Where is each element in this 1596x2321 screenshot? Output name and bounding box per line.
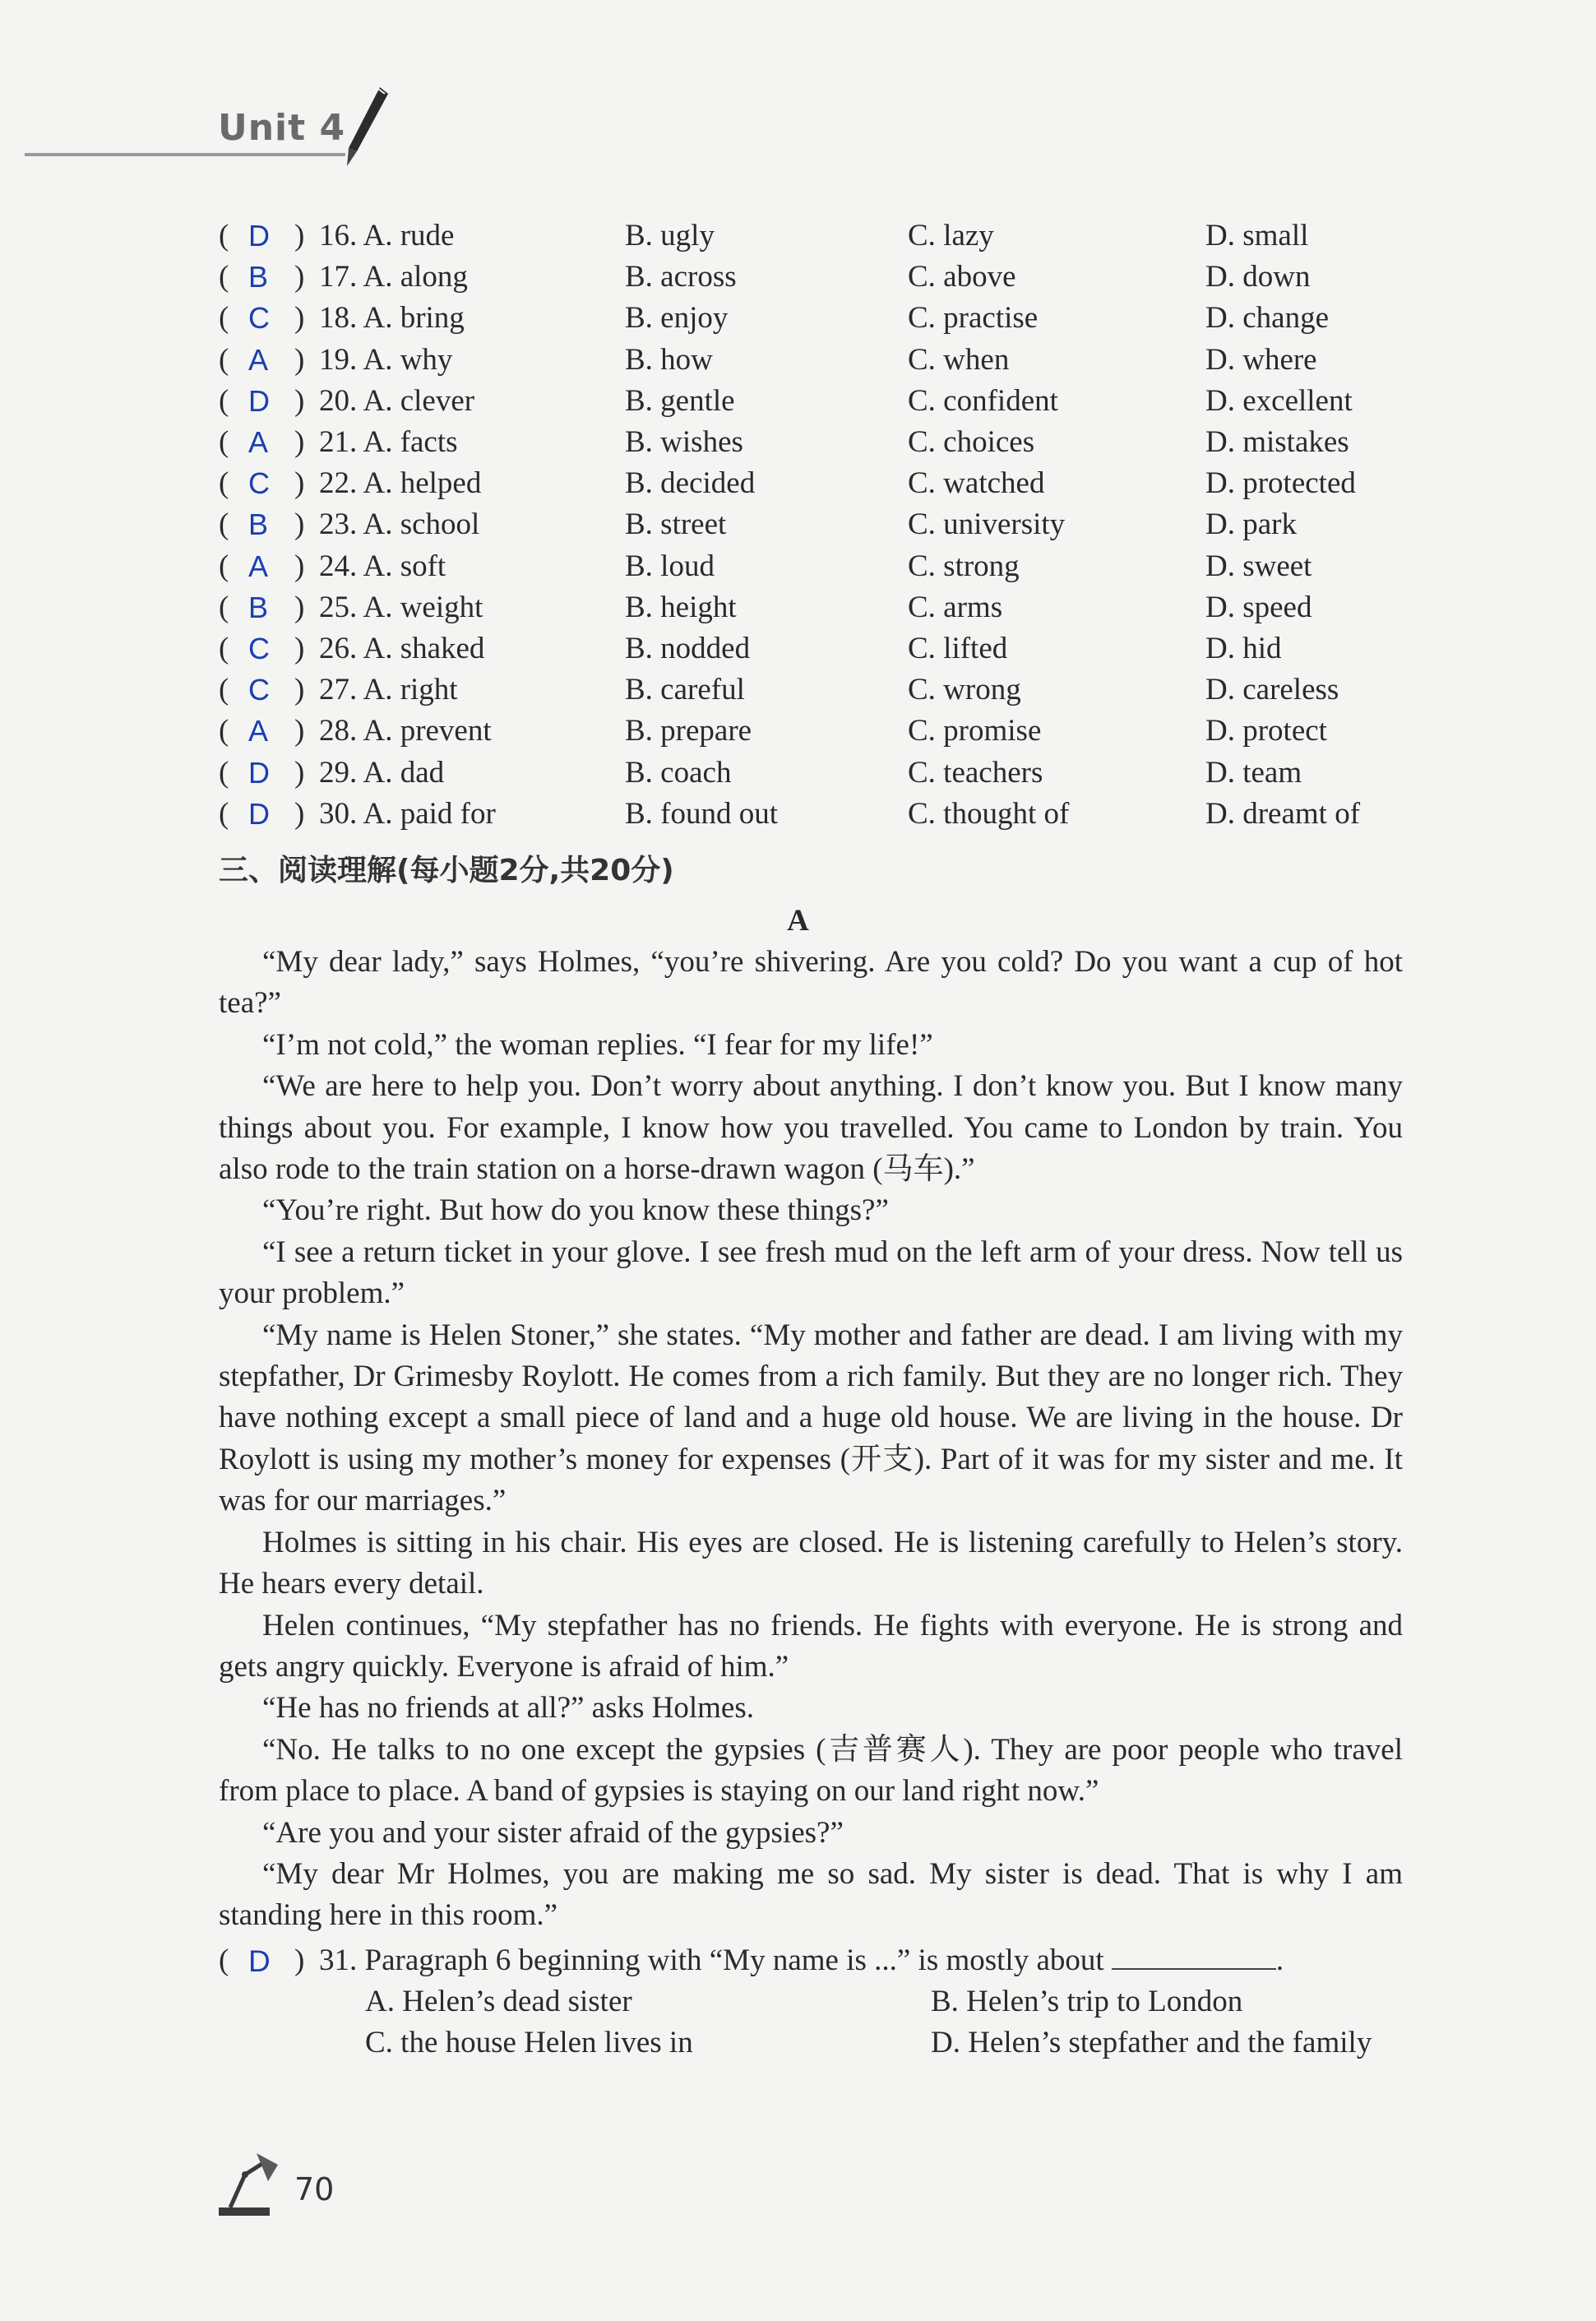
- option-d: D. small: [1205, 219, 1309, 252]
- paren-left: (: [219, 632, 229, 665]
- option-a-text: A. dad: [363, 755, 445, 790]
- option-b: B. found out: [625, 796, 779, 831]
- question-number: 30.: [319, 796, 358, 831]
- answer-letter: A: [248, 714, 269, 748]
- option-b: B. across: [625, 260, 737, 294]
- paren-right: ): [294, 383, 305, 418]
- option-c: C. university: [908, 507, 1066, 542]
- paren-left: (: [219, 260, 229, 294]
- option-c: C. lifted: [908, 632, 1008, 665]
- lamp-icon: [214, 2147, 288, 2221]
- option-b: B. gentle: [625, 383, 735, 418]
- cloze-option-row: [0, 463, 1596, 504]
- option-b: B. coach: [625, 755, 732, 790]
- paren-left: (: [219, 301, 229, 336]
- cloze-option-row: [0, 381, 1596, 422]
- paragraph: “My name is Helen Stoner,” she states. “My mother and father are dead. I am living with my stepfather, Dr Grimesby Roylott. He comes from a rich family. But they are no longer rich. They have nothing except a small piece of land and a huge old house. We are living in the house. Dr Roylott is using my mother’s money for expenses (开支). Part of it was for my sister and me. It was for our marriages.”: [219, 1318, 1403, 1518]
- option-a: [319, 587, 483, 628]
- option-a-text: A. soft: [363, 549, 446, 583]
- question-number: 21.: [319, 425, 358, 459]
- answer-letter: D: [248, 219, 270, 252]
- option-c: C. strong: [908, 549, 1020, 583]
- option-d: D. protected: [1205, 466, 1356, 501]
- cloze-option-row: [0, 587, 1596, 628]
- question-stem-text: 31. Paragraph 6 beginning with “My name is ...” is mostly about: [319, 1943, 1104, 1977]
- answer-letter: C: [248, 301, 270, 336]
- answer-letter: D: [248, 796, 270, 831]
- paren-right: ): [294, 507, 305, 542]
- paren-left: (: [219, 755, 229, 790]
- option-d: D. hid: [1205, 632, 1282, 665]
- option-b: B. how: [625, 342, 713, 377]
- option-a: [319, 628, 484, 669]
- answer-letter: C: [248, 632, 270, 665]
- paren-right: ): [294, 342, 305, 377]
- option-c: C. confident: [908, 383, 1058, 418]
- paren-left: (: [219, 342, 229, 377]
- paren-left: (: [219, 466, 229, 501]
- option-d: D. dreamt of: [1205, 796, 1361, 831]
- paren-left: (: [219, 219, 229, 252]
- option-c: C. when: [908, 342, 1010, 377]
- header-rule: [25, 153, 345, 156]
- option-a-text: A. bring: [363, 301, 465, 336]
- cloze-option-row: [0, 669, 1596, 711]
- option-a: [319, 669, 458, 711]
- paren-right: ): [294, 1943, 305, 1977]
- option-c: C. practise: [908, 301, 1039, 336]
- paragraph: Helen continues, “My stepfather has no friends. He fights with everyone. He is strong and gets angry quickly. Everyone is afraid of him.”: [219, 1608, 1403, 1684]
- option-a-text: A. facts: [363, 425, 458, 459]
- option-b: B. prepare: [625, 714, 752, 748]
- paragraph: Holmes is sitting in his chair. His eyes are closed. He is listening carefully to Helen’s story. He hears every detail.: [219, 1525, 1403, 1601]
- question-stem: 31. Paragraph 6 beginning with “My name is ...” is mostly about .: [319, 1943, 1284, 1977]
- option-a: [319, 753, 444, 794]
- option-c: C. watched: [908, 466, 1045, 501]
- option-a: [319, 257, 468, 298]
- paragraph: “My dear Mr Holmes, you are making me so sad. My sister is dead. That is why I am standing here in this room.”: [219, 1856, 1403, 1933]
- option-a-text: A. helped: [363, 466, 482, 501]
- option-d: D. Helen’s stepfather and the family: [931, 2026, 1372, 2059]
- cloze-option-row: [0, 711, 1596, 752]
- question-number: 23.: [319, 507, 358, 542]
- option-c: C. teachers: [908, 755, 1043, 790]
- page-footer: [214, 2147, 378, 2221]
- answer-letter: A: [248, 549, 269, 583]
- paragraph: “Are you and your sister afraid of the gypsies?”: [262, 1815, 844, 1850]
- paragraph: “We are here to help you. Don’t worry about anything. I don’t know you. But I know many things about you. For example, I know how you travelled. You came to London by train. You also rode to the train station on a horse-drawn wagon (马车).”: [219, 1069, 1403, 1187]
- paren-right: ): [294, 796, 305, 831]
- answer-letter: B: [248, 260, 269, 294]
- paren-right: ): [294, 301, 305, 336]
- option-b: B. decided: [625, 466, 756, 501]
- option-a-text: A. why: [363, 342, 453, 377]
- option-d: D. protect: [1205, 714, 1327, 748]
- option-a-text: A. rude: [363, 219, 455, 252]
- paren-right: ): [294, 549, 305, 583]
- cloze-option-row: [0, 257, 1596, 298]
- option-d: D. mistakes: [1205, 425, 1349, 459]
- option-b: B. loud: [625, 549, 715, 583]
- option-d: D. sweet: [1205, 549, 1312, 583]
- answer-blank: [1112, 1943, 1276, 1970]
- option-a: [319, 298, 465, 339]
- paren-left: (: [219, 714, 229, 748]
- option-c: C. choices: [908, 425, 1035, 459]
- paren-right: ): [294, 673, 305, 707]
- option-a: [319, 463, 481, 504]
- option-b: B. street: [625, 507, 727, 542]
- paren-right: ): [294, 466, 305, 501]
- cloze-option-row: [0, 215, 1596, 257]
- paren-left: (: [219, 1943, 229, 1977]
- option-d: D. where: [1205, 342, 1317, 377]
- option-d: D. park: [1205, 507, 1297, 542]
- paren-left: (: [219, 549, 229, 583]
- option-b: B. ugly: [625, 219, 715, 252]
- paragraph: “I’m not cold,” the woman replies. “I fear for my life!”: [262, 1027, 933, 1062]
- cloze-option-row: [0, 422, 1596, 463]
- paren-left: (: [219, 425, 229, 459]
- option-b: B. nodded: [625, 632, 751, 665]
- question-number: 26.: [319, 632, 358, 665]
- option-a-text: A. clever: [363, 383, 475, 418]
- option-d: D. careless: [1205, 673, 1339, 707]
- option-b: B. wishes: [625, 425, 743, 459]
- option-d: D. excellent: [1205, 383, 1353, 418]
- option-d: D. team: [1205, 755, 1302, 790]
- option-d: D. down: [1205, 260, 1311, 294]
- question-number: 22.: [319, 466, 358, 501]
- question-number: 17.: [319, 260, 358, 294]
- option-a: [319, 422, 458, 463]
- answer-letter: D: [248, 383, 270, 418]
- answer-letter: B: [248, 507, 269, 542]
- paragraph: “No. He talks to no one except the gypsies (吉普赛人). They are poor people who travel from place to place. A band of gypsies is staying on our land right now.”: [219, 1732, 1403, 1809]
- option-a: A. Helen’s dead sister: [365, 1985, 632, 2018]
- page-number: 70: [294, 2171, 335, 2207]
- option-b: B. enjoy: [625, 301, 729, 336]
- option-c: C. above: [908, 260, 1016, 294]
- option-a: [319, 711, 492, 752]
- question-number: 20.: [319, 383, 358, 418]
- option-a-text: A. shaked: [363, 632, 485, 665]
- paren-left: (: [219, 383, 229, 418]
- reading-passage: [219, 942, 1403, 1937]
- option-c: C. promise: [908, 714, 1042, 748]
- answer-letter: A: [248, 342, 269, 377]
- question-number: 29.: [319, 755, 358, 790]
- option-a: [319, 546, 446, 587]
- option-a-text: A. right: [363, 673, 458, 707]
- question-number: 25.: [319, 590, 358, 624]
- question-31: [0, 1943, 1596, 2074]
- paren-left: (: [219, 590, 229, 624]
- question-number: 24.: [319, 549, 358, 583]
- passage-label: A: [787, 904, 809, 938]
- answer-letter: C: [248, 466, 270, 501]
- option-a: [319, 504, 479, 545]
- answer-letter: B: [248, 590, 269, 624]
- option-a: [319, 215, 454, 257]
- paren-left: (: [219, 673, 229, 707]
- unit-title: Unit 4: [218, 107, 346, 149]
- paren-left: (: [219, 796, 229, 831]
- option-c: C. arms: [908, 590, 1003, 624]
- paragraph: “My dear lady,” says Holmes, “you’re shivering. Are you cold? Do you want a cup of hot tea?”: [219, 945, 1403, 1021]
- paren-right: ): [294, 590, 305, 624]
- option-a: [319, 794, 496, 835]
- section-title: 三、阅读理解(每小题2分,共20分): [219, 854, 674, 887]
- paren-right: ): [294, 260, 305, 294]
- option-c: C. lazy: [908, 219, 994, 252]
- paren-right: ): [294, 425, 305, 459]
- cloze-option-row: [0, 794, 1596, 835]
- question-number: 19.: [319, 342, 358, 377]
- answer-letter: A: [248, 425, 269, 459]
- question-answer: D: [248, 1944, 271, 1978]
- pen-icon: [337, 82, 395, 173]
- paren-right: ): [294, 632, 305, 665]
- cloze-option-row: [0, 340, 1596, 381]
- option-a: [319, 340, 452, 381]
- option-c: C. thought of: [908, 796, 1070, 831]
- cloze-option-row: [0, 753, 1596, 794]
- paren-right: ): [294, 755, 305, 790]
- option-c: C. wrong: [908, 673, 1021, 707]
- option-d: D. change: [1205, 301, 1329, 336]
- page-header: [0, 82, 1596, 173]
- paragraph: “You’re right. But how do you know these things?”: [262, 1193, 889, 1228]
- option-a-text: A. weight: [363, 590, 483, 624]
- option-a-text: A. prevent: [363, 714, 492, 748]
- paren-right: ): [294, 714, 305, 748]
- cloze-option-row: [0, 546, 1596, 587]
- question-number: 28.: [319, 714, 358, 748]
- answer-letter: D: [248, 755, 270, 790]
- option-b: B. careful: [625, 673, 745, 707]
- option-b: B. height: [625, 590, 737, 624]
- option-b: B. Helen’s trip to London: [931, 1985, 1243, 2018]
- answer-letter: C: [248, 673, 270, 707]
- paragraph: “He has no friends at all?” asks Holmes.: [262, 1691, 754, 1726]
- option-a-text: A. paid for: [363, 796, 496, 831]
- option-d: D. speed: [1205, 590, 1312, 624]
- paren-left: (: [219, 507, 229, 542]
- option-a-text: A. along: [363, 260, 468, 294]
- paragraph: “I see a return ticket in your glove. I see fresh mud on the left arm of your dress. Now tell us your problem.”: [219, 1235, 1403, 1311]
- question-number: 27.: [319, 673, 358, 707]
- cloze-option-row: [0, 298, 1596, 339]
- cloze-option-row: [0, 504, 1596, 545]
- question-number: 16.: [319, 219, 358, 252]
- option-c: C. the house Helen lives in: [365, 2026, 693, 2059]
- question-number: 18.: [319, 301, 358, 336]
- cloze-option-row: [0, 628, 1596, 669]
- paren-right: ): [294, 219, 305, 252]
- option-a: [319, 381, 474, 422]
- option-a-text: A. school: [363, 507, 480, 542]
